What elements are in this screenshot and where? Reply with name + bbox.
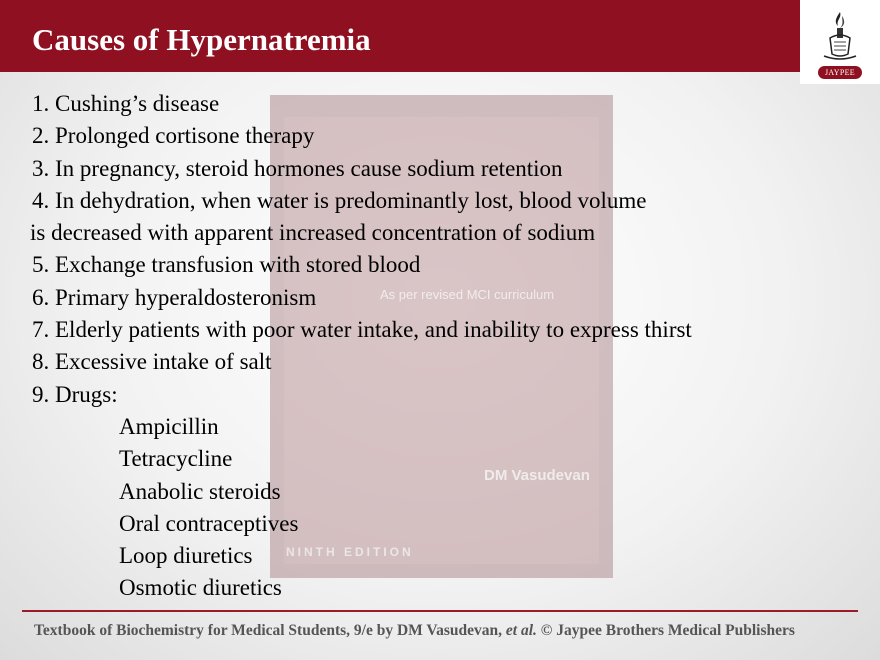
slide-title: Causes of Hypernatremia (32, 22, 371, 57)
footer-italic: et al. (505, 622, 537, 639)
cover-author: DM Vasudevan (484, 467, 590, 484)
footer-text-end: © Jaypee Brothers Medical Publishers (536, 622, 795, 639)
drug-item: Ampicillin (119, 413, 219, 439)
drug-item: Oral contraceptives (119, 510, 299, 536)
cover-subtitle: As per revised MCI curriculum (380, 287, 555, 302)
list-item-continuation: is decreased with apparent increased concentration of sodium (30, 220, 596, 246)
footer-credit (34, 620, 795, 642)
footer-text: Textbook of Biochemistry for Medical Students, 9/e by DM Vasudevan, (34, 622, 506, 639)
list-item: 9. Drugs: (32, 381, 118, 407)
causes-list (32, 88, 692, 605)
drug-item: Tetracycline (119, 446, 233, 472)
logo-label: JAYPEE (818, 66, 862, 79)
cover-edition: NINTH EDITION (286, 545, 414, 559)
list-item: 8. Excessive intake of salt (32, 349, 272, 375)
list-item: 1. Cushing’s disease (32, 91, 220, 116)
title-bar (0, 0, 800, 72)
list-item: 5. Exchange transfusion with stored blood (32, 252, 421, 278)
footer-divider (22, 610, 858, 612)
drug-item: Loop diuretics (119, 543, 253, 569)
drug-item: Osmotic diuretics (119, 575, 282, 601)
list-item: 3. In pregnancy, steroid hormones cause sodium retention (32, 155, 563, 181)
list-item: 7. Elderly patients with poor water intake, and inability to express thirst (32, 317, 692, 343)
list-item: 6. Primary hyperaldosteronism (32, 284, 317, 310)
drug-item: Anabolic steroids (119, 478, 281, 504)
list-item: 4. In dehydration, when water is predominantly lost, blood volume (32, 187, 647, 213)
torch-emblem-icon (812, 6, 868, 66)
list-item: 2. Prolonged cortisone therapy (32, 123, 315, 149)
publisher-logo (800, 0, 880, 84)
